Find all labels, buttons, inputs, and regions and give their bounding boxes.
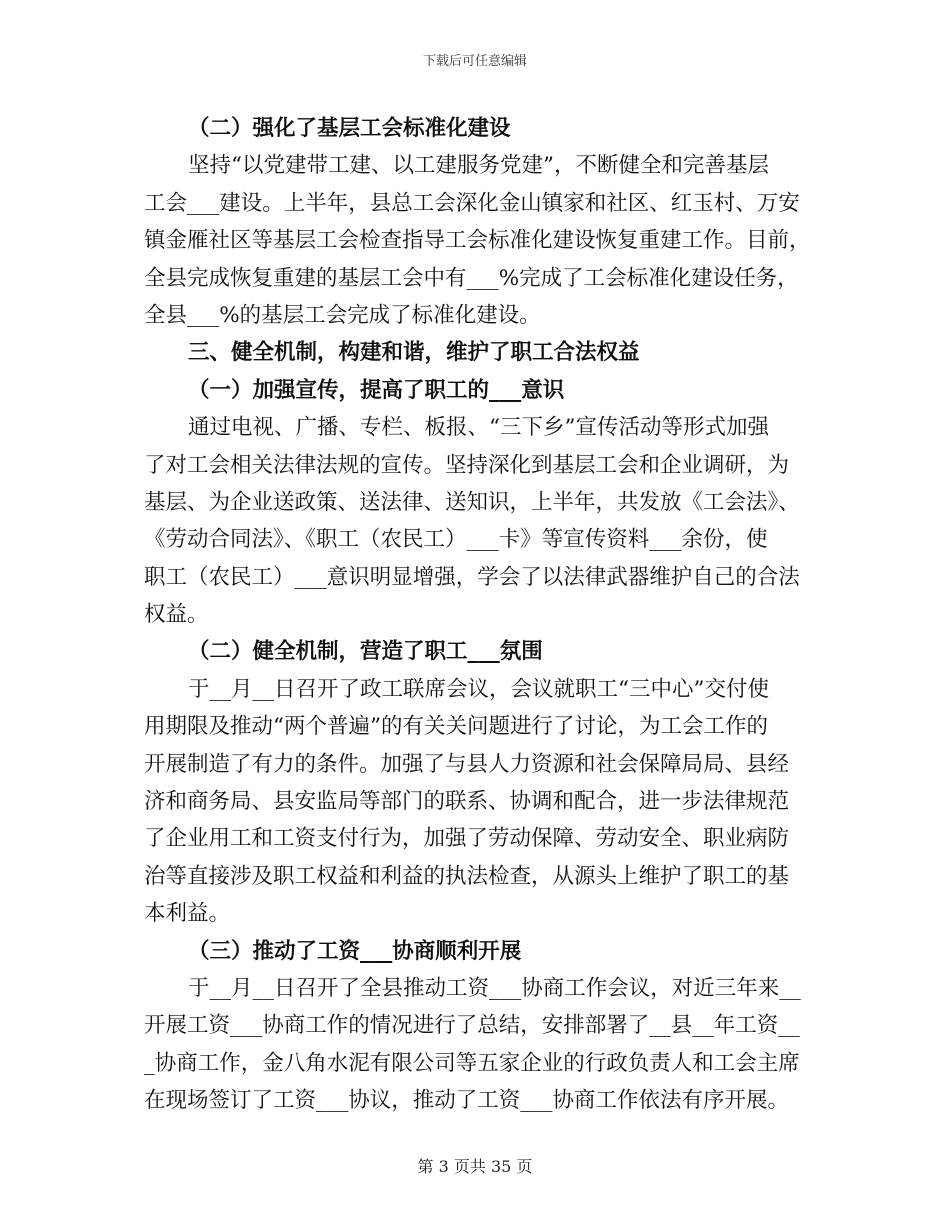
paragraph-line: 开展制造了有力的条件。加强了与县人力资源和社会保障局局、县经 <box>144 751 790 777</box>
section-heading-standardization: （二）强化了基层工会标准化建设 <box>188 116 511 141</box>
paragraph-line: 通过电视、广播、专栏、板报、“三下乡”宣传活动等形式加强 <box>188 415 769 441</box>
paragraph-line: 全县___%的基层工会完成了标准化建设。 <box>144 302 541 328</box>
paragraph-line: 基层、为企业送政策、送法律、送知识，上半年，共发放《工会法》、 <box>144 489 800 515</box>
paragraph-line: 权益。 <box>144 602 209 628</box>
section-heading-wage-negotiation: （三）推动了工资___协商顺利开展 <box>188 938 522 964</box>
paragraph-line: 在现场签订了工资___协议，推动了工资___协商工作依法有序开展。 <box>144 1088 790 1114</box>
paragraph-line: 了对工会相关法律法规的宣传。坚持深化到基层工会和企业调研，为 <box>144 452 790 478</box>
chapter-heading-mechanism: 三、健全机制，构建和谐，维护了职工合法权益 <box>188 340 640 366</box>
paragraph-line: 了企业用工和工资支付行为，加强了劳动保障、劳动安全、职业病防 <box>144 826 790 852</box>
paragraph-line: 用期限及推动“两个普遍”的有关关问题进行了讨论，为工会工作的 <box>144 714 768 740</box>
paragraph-line: 于__月__日召开了政工联席会议，会议就职工“三中心”交付使 <box>188 676 769 702</box>
paragraph-line: 坚持“以党建带工建、以工建服务党建”，不断健全和完善基层 <box>188 153 769 179</box>
section-heading-publicity: （一）加强宣传，提高了职工的___意识 <box>188 377 565 403</box>
paragraph-line: 治等直接涉及职工权益和利益的执法检查，从源头上维护了职工的基 <box>144 863 790 889</box>
page-footer: 第 3 页共 35 页 <box>417 1157 533 1176</box>
paragraph-line: 工会___建设。上半年，县总工会深化金山镇家和社区、红玉村、万安 <box>144 190 800 216</box>
paragraph-line: 开展工资___协商工作的情况进行了总结，安排部署了__县__年工资__ <box>144 1013 800 1039</box>
paragraph-line: 职工（农民工）___意识明显增强，学会了以法律武器维护自己的合法 <box>144 564 800 590</box>
document-body <box>144 110 816 1120</box>
paragraph-line: _协商工作，金八角水泥有限公司等五家企业的行政负责人和工会主席 <box>144 1050 800 1076</box>
paragraph-line: 镇金雁社区等基层工会检查指导工会标准化建设恢复重建工作。目前， <box>144 228 811 254</box>
paragraph-line: 本利益。 <box>144 901 231 927</box>
paragraph-line: 全县完成恢复重建的基层工会中有___%完成了工会标准化建设任务， <box>144 265 799 291</box>
paragraph-line: 《劳动合同法》、《职工（农民工）___卡》等宣传资料___余份，使 <box>144 527 768 553</box>
paragraph-line: 济和商务局、县安监局等部门的联系、协调和配合，进一步法律规范 <box>144 789 790 815</box>
section-heading-atmosphere: （二）健全机制，营造了职工___氛围 <box>188 639 543 665</box>
paragraph-line: 于__月__日召开了全县推动工资___协商工作会议，对近三年来__ <box>188 975 801 1001</box>
page-header: 下载后可任意编辑 <box>422 54 527 69</box>
